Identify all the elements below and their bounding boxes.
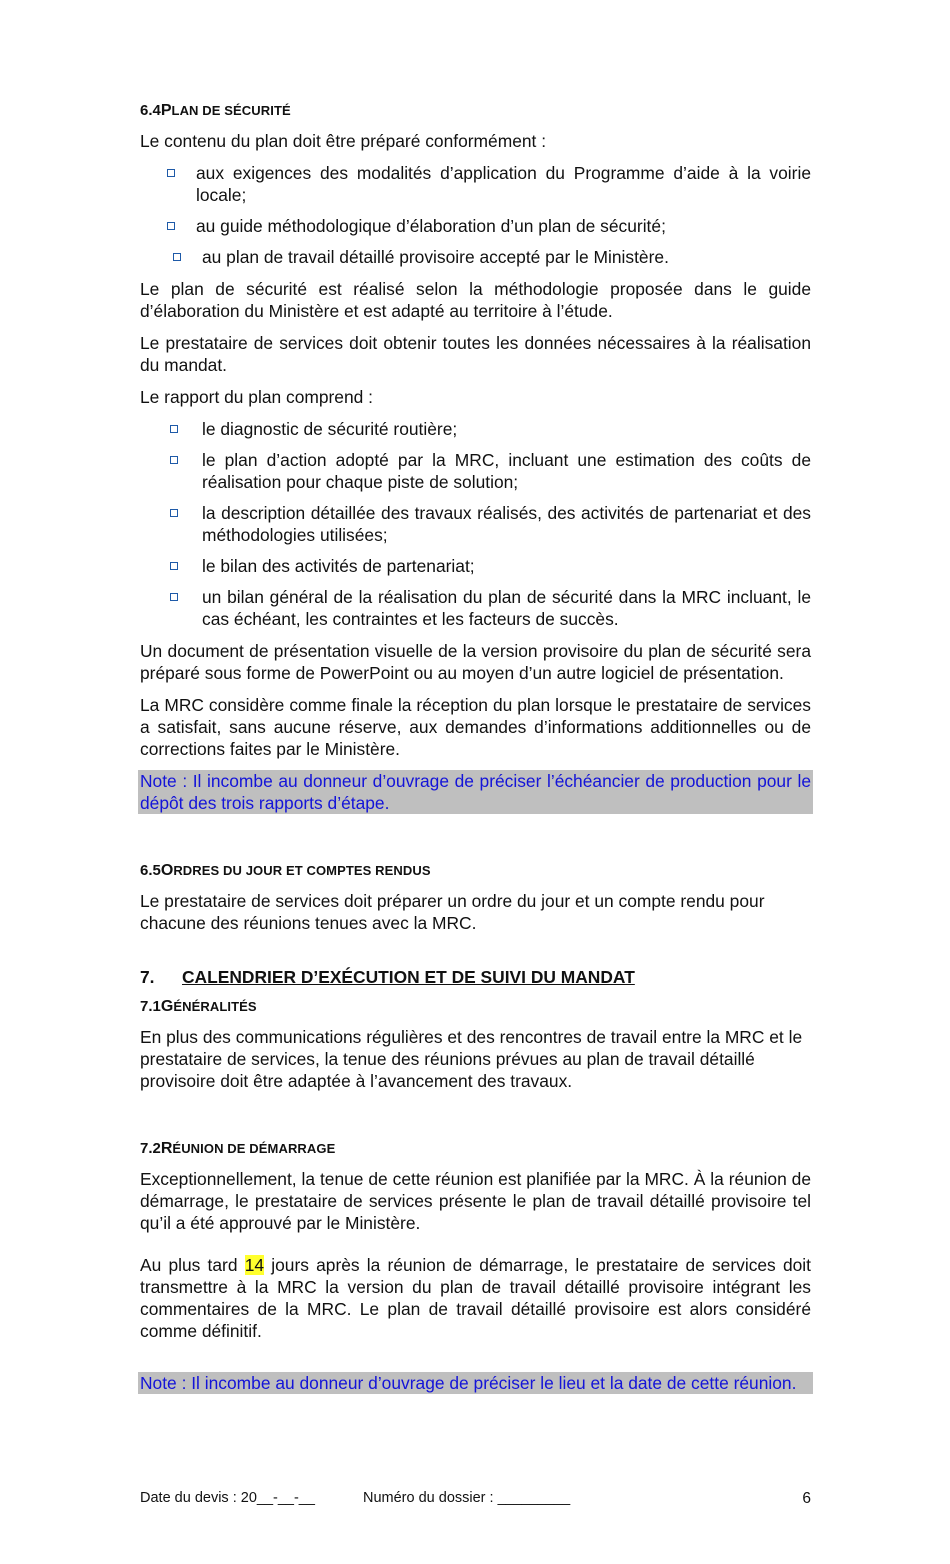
list-item: le bilan des activités de partenariat; [140, 555, 811, 577]
section-6-4-intro: Le contenu du plan doit être préparé conformément : [140, 131, 547, 151]
document-body [140, 100, 811, 1404]
footer-date: Date du devis : 20__-__-__ [140, 1490, 315, 1506]
list-item: la description détaillée des travaux réalisés, des activités de partenariat et des méthodologies utilisées; [140, 502, 811, 546]
list-item: au guide méthodologique d’élaboration d’un plan de sécurité; [140, 215, 811, 237]
list-item: le plan d’action adopté par la MRC, incluant une estimation des coûts de réalisation pour chaque piste de solution; [140, 449, 811, 493]
conformity-list [140, 162, 811, 268]
paragraph: Exceptionnellement, la tenue de cette réunion est planifiée par la MRC. À la réunion de démarrage, le prestataire de services présente le plan de travail détaillé provisoire tel qu’il a été approuvé par le Ministère. [140, 1169, 811, 1233]
section-7-1-heading: 7.1GÉNÉRALITÉS [140, 998, 257, 1015]
highlighted-days: 14 [244, 1255, 265, 1275]
list-item: aux exigences des modalités d’application du Programme d’aide à la voirie locale; [140, 162, 811, 206]
paragraph: Un document de présentation visuelle de la version provisoire du plan de sécurité sera préparé sous forme de PowerPoint ou au moyen d’un autre logiciel de présentation. [140, 641, 811, 683]
section-7-2-heading: 7.2RÉUNION DE DÉMARRAGE [140, 1140, 336, 1157]
page-number: 6 [802, 1490, 811, 1507]
list-item: au plan de travail détaillé provisoire accepté par le Ministère. [140, 246, 811, 268]
note-box: Note : Il incombe au donneur d’ouvrage de préciser l’échéancier de production pour le dépôt des trois rapports d’étape. [140, 771, 811, 813]
paragraph: Le plan de sécurité est réalisé selon la méthodologie proposée dans le guide d’élaboration du Ministère et est adapté au territoire à l’étude. [140, 279, 811, 321]
report-list [140, 418, 811, 630]
paragraph-with-highlight: Au plus tard 14 jours après la réunion de démarrage, le prestataire de services doit transmettre à la MRC la version du plan de travail détaillé provisoire intégrant les commentaires de la MRC. Le plan de travail détaillé provisoire est alors considéré comme définitif. [140, 1255, 811, 1341]
section-7-heading: 7. CALENDRIER D’EXÉCUTION ET DE SUIVI DU MANDAT [140, 967, 635, 987]
list-item: un bilan général de la réalisation du plan de sécurité dans la MRC incluant, le cas échéant, les contraintes et les facteurs de succès. [140, 586, 811, 630]
list-item: le diagnostic de sécurité routière; [140, 418, 811, 440]
paragraph: En plus des communications régulières et des rencontres de travail entre la MRC et le prestataire de services, la tenue des réunions prévues au plan de travail détaillé provisoire doit être adaptée à l’avancement des travaux. [140, 1027, 803, 1091]
section-6-5-heading: 6.5ORDRES DU JOUR ET COMPTES RENDUS [140, 862, 431, 879]
footer-dossier-number: Numéro du dossier : _________ [363, 1490, 571, 1506]
paragraph: La MRC considère comme finale la réception du plan lorsque le prestataire de services a satisfait, sans aucune réserve, aux demandes d’informations additionnelles ou de corrections faites par le Ministère. [140, 695, 811, 759]
section-6-4-heading: 6.4PLAN DE SÉCURITÉ [140, 102, 291, 119]
paragraph: Le prestataire de services doit préparer un ordre du jour et un compte rendu pour chacune des réunions tenues avec la MRC. [140, 891, 765, 933]
report-intro: Le rapport du plan comprend : [140, 387, 373, 407]
paragraph: Le prestataire de services doit obtenir toutes les données nécessaires à la réalisation du mandat. [140, 333, 811, 375]
note-box: Note : Il incombe au donneur d’ouvrage de préciser le lieu et la date de cette réunion. [138, 1372, 813, 1394]
